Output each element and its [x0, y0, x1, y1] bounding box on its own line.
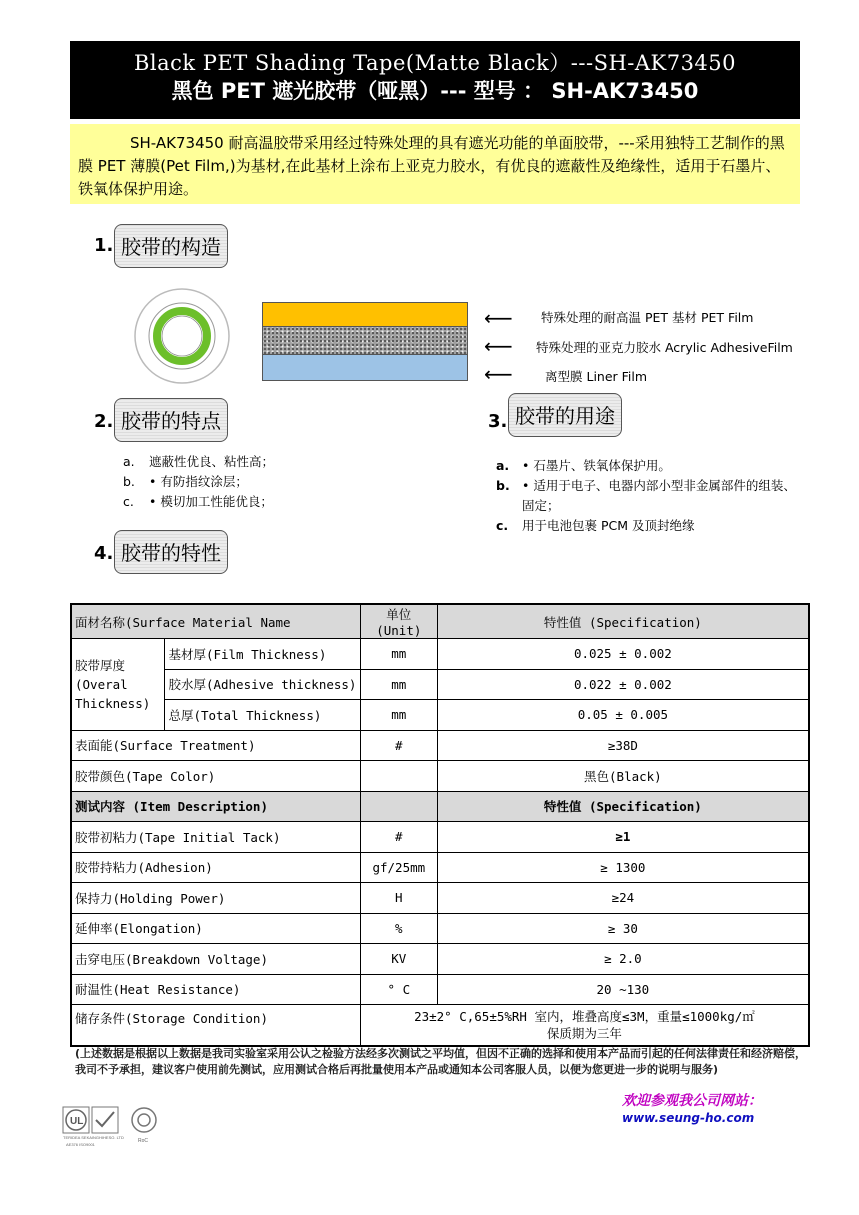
welcome-text: 欢迎参观我公司网站：	[622, 1093, 762, 1109]
layer-label-pet: 特殊处理的耐高温 PET 基材 PET Film	[541, 310, 754, 325]
features-list	[123, 452, 274, 512]
storage-value: 23±2° C,65±5%RH 室内，堆叠高度≤3M，重量≤1000kg/㎡ 保质期为三年	[360, 1005, 809, 1047]
arrow-left-icon: ⟵	[484, 306, 513, 330]
section-1-number: 1.	[94, 235, 114, 256]
svg-text:TERIDEA SEKAINGHIHESO. LTD: TERIDEA SEKAINGHIHESO. LTD	[63, 1135, 124, 1140]
table-row: 击穿电压(Breakdown Voltage) KV ≥ 2.0	[71, 944, 809, 975]
list-item: a. • 石墨片、铁氧体保护用。	[496, 458, 671, 473]
header-spec: 特性值 (Specification)	[437, 604, 809, 639]
header-unit: 单位(Unit)	[360, 604, 437, 639]
list-item: a. 遮蔽性优良、粘性高；	[123, 454, 275, 469]
table-row: 胶带初粘力(Tape Initial Tack) # ≥1	[71, 822, 809, 853]
list-item: c. 用于电池包裹 PCM 及顶封绝缘	[496, 518, 695, 533]
title-english: Black PET Shading Tape(Matte Black）---SH-AK73450	[133, 51, 737, 75]
list-item: c. • 模切加工性能优良；	[123, 494, 273, 509]
table-row: 储存条件(Storage Condition) 23±2° C,65±5%RH 室内，堆叠高度≤3M，重量≤1000kg/㎡ 保质期为三年	[71, 1005, 809, 1047]
table-row: 表面能(Surface Treatment) # ≥38D	[71, 730, 809, 761]
table-row: 总厚(Total Thickness) mm 0.05 ± 0.005	[71, 700, 809, 731]
disclaimer-footnote: (上述数据是根据以上数据是我司实验室采用公认之检验方法经多次测试之平均值，但因不正确的选择和使用本产品而引起的任何法律责任和经济赔偿，我司不予承担，建议客户使用前先测试，应用测试合格后再批量使用本产品或通知本公司客服人员，以便为您更进一步的说明与服务)	[75, 1047, 807, 1076]
header-spec: 特性值 (Specification)	[437, 791, 809, 822]
table-row: 胶带颜色(Tape Color) 黑色(Black)	[71, 761, 809, 792]
section-4-title: 胶带的特性	[114, 530, 228, 574]
header-item: 测试内容 (Item Description)	[71, 791, 360, 822]
intro-text: SH-AK73450 耐高温胶带采用经过特殊处理的具有遮光功能的单面胶带，---采用独特工艺制作的黑膜 PET 薄膜(Pet Film,)为基材,在此基材上涂布上亚克力胶水，有优良的遮蔽性及绝缘性，适用于石墨片、铁氧体保护用途。	[78, 134, 785, 198]
table-row: 延伸率(Elongation) % ≥ 30	[71, 913, 809, 944]
ul-cert-icon	[62, 1106, 162, 1148]
list-item-continued: 固定；	[522, 498, 560, 513]
svg-text:RoC: RoC	[138, 1138, 149, 1144]
layer-diagram	[262, 302, 468, 381]
svg-text:AE376 ISO9001: AE376 ISO9001	[66, 1142, 95, 1147]
adhesive-layer	[262, 327, 468, 355]
section-3-number: 3.	[488, 411, 508, 432]
layer-label-adhesive: 特殊处理的亚克力胶水 Acrylic AdhesiveFilm	[536, 340, 793, 355]
section-4-number: 4.	[94, 543, 114, 564]
tape-roll-icon	[132, 286, 232, 386]
header-name: 面材名称(Surface Material Name	[71, 604, 360, 639]
thickness-group-label: 胶带厚度 (Overal Thickness)	[71, 639, 165, 731]
table-row: 保持力(Holding Power) H ≥24	[71, 883, 809, 914]
title-bar	[70, 41, 800, 119]
list-item: b. • 适用于电子、电器内部小型非金属部件的组装、	[496, 478, 796, 493]
liner-film-layer	[262, 355, 468, 381]
table-row: 胶水厚(Adhesive thickness) mm 0.022 ± 0.002	[71, 669, 809, 700]
arrow-left-icon: ⟵	[484, 334, 513, 358]
website-link[interactable]: www.seung-ho.com	[622, 1111, 755, 1125]
arrow-left-icon: ⟵	[484, 362, 513, 386]
table-row: 胶带持粘力(Adhesion) gf/25mm ≥ 1300	[71, 852, 809, 883]
layer-label-liner: 离型膜 Liner Film	[545, 369, 648, 384]
intro-paragraph	[70, 124, 800, 204]
title-chinese: 黑色 PET 遮光胶带（哑黑）--- 型号 ： SH-AK73450	[171, 79, 699, 103]
uses-list	[496, 456, 796, 536]
section-3-title: 胶带的用途	[508, 393, 622, 437]
pet-film-layer	[262, 302, 468, 327]
spec-table	[70, 603, 810, 1047]
certification-logos	[62, 1106, 162, 1148]
list-item: b. • 有防指纹涂层；	[123, 474, 248, 489]
section-1-title: 胶带的构造	[114, 224, 228, 268]
table-row: 耐温性(Heat Resistance) ° C 20 ~130	[71, 974, 809, 1005]
svg-text:UL: UL	[70, 1116, 84, 1127]
table-header-row	[71, 604, 809, 639]
section-2-number: 2.	[94, 411, 114, 432]
section-2-title: 胶带的特点	[114, 398, 228, 442]
table-header-row	[71, 791, 809, 822]
table-row: 胶带厚度 (Overal Thickness) 基材厚(Film Thickness) mm 0.025 ± 0.002	[71, 639, 809, 670]
